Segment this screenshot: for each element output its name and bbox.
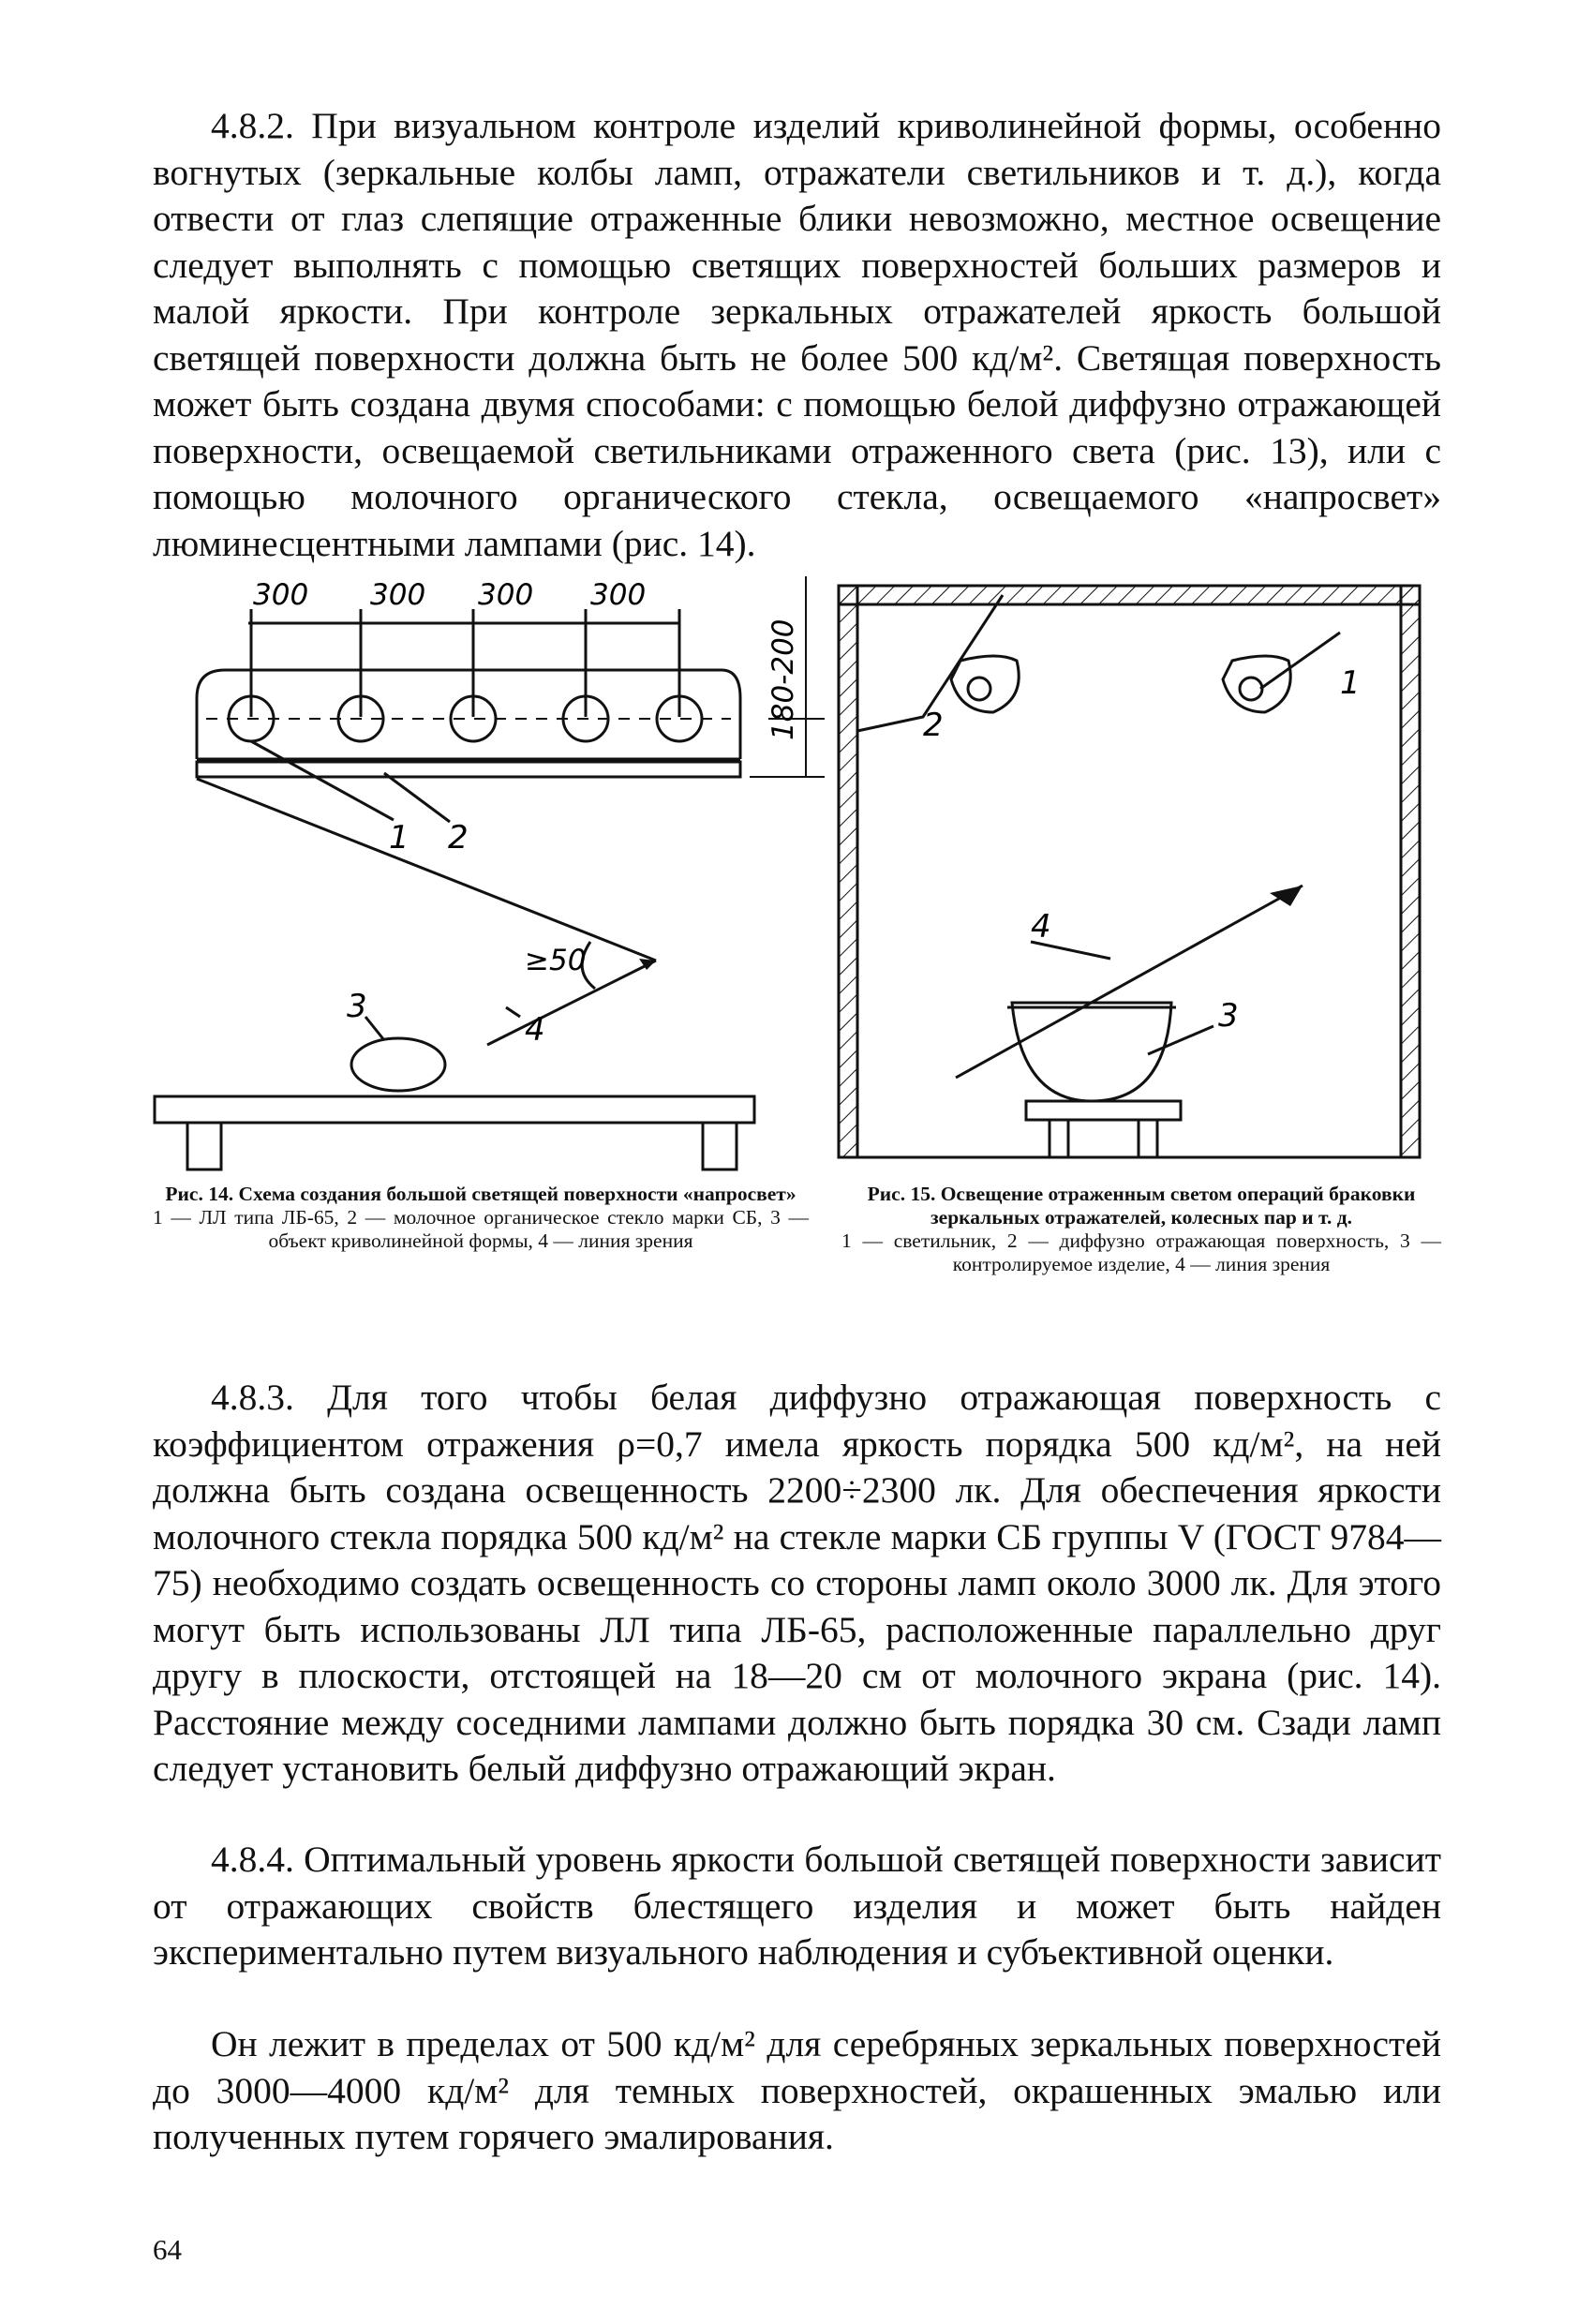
paragraph-4-8-4: 4.8.4. Оптимальный уровень яркости большой светящей поверхности зависит от отражающих свойств блестящего изделия и может быть найден экспериментально путем визуального наблюдения и субъективной оценки.	[153, 1839, 1441, 1973]
figure-14-caption-title: Рис. 14. Схема создания большой светящей поверхности «напросвет»	[165, 1183, 796, 1205]
label-3: 3	[1218, 997, 1239, 1035]
label-2: 2	[923, 707, 944, 744]
dim-label: 300	[478, 578, 534, 612]
label-4: 4	[1031, 908, 1051, 946]
milk-glass	[197, 762, 740, 777]
figure-14-caption-legend: 1 — ЛЛ типа ЛБ-65, 2 — молочное органическое стекло марки СБ, 3 — объект криволинейной формы, 4 — линия зрения	[153, 1206, 809, 1252]
figure-15-caption-title: Рис. 15. Освещение отраженным светом операций браковки зеркальных отражателей, колесных пар и т. д.	[867, 1183, 1416, 1229]
figure-14-drawing	[150, 576, 825, 1176]
figure-14-caption	[153, 1183, 809, 1253]
luminaire-body	[197, 670, 740, 759]
dim-label: 300	[370, 578, 426, 612]
figure-15	[829, 576, 1438, 1167]
table	[155, 1096, 754, 1123]
dim-label: 300	[253, 578, 309, 612]
figure-15-caption-legend: 1 — светильник, 2 — диффузно отражающая поверхность, 3 — контролируемое изделие, 4 — линия зрения	[841, 1229, 1441, 1275]
label-1: 1	[389, 819, 409, 857]
figure-15-caption	[841, 1183, 1441, 1276]
label-1: 1	[1340, 664, 1361, 702]
paragraph-4-8-2: 4.8.2. При визуальном контроле изделий криволинейной формы, особенно вогнутых (зеркальные колбы ламп, отражатели светильников и т. д.), когда отвести от глаз слепящие отраженные блики невозможно, местное освещение следует выполнять с помощью светящих поверхностей больших размеров и малой яркости. При контроле зеркальных отражателей яркость большой светящей поверхности должна быть не более 500 кд/м². Светящая поверхность может быть создана двумя способами: с помощью белой диффузно отражающей поверхности, освещаемой светильниками отраженного света (рис. 13), или с помощью молочного органического стекла, освещаемого «напросвет» люминесцентными лампами (рис. 14).	[153, 105, 1441, 564]
label-3: 3	[347, 988, 367, 1025]
paragraph-4-8-3: 4.8.3. Для того чтобы белая диффузно отражающая поверхность с коэффициентом отражения ρ=0,7 имела яркость порядка 500 кд/м², на ней должна быть создана освещенность 2200÷2300 лк. Для обеспечения яркости молочного стекла порядка 500 кд/м² на стекле марки СБ группы V (ГОСТ 9784—75) необходимо создать освещенность со стороны ламп около 3000 лк. Для этого могут быть использованы ЛЛ типа ЛБ-65, расположенные параллельно друг другу в плоскости, отстоящей на 18—20 см от молочного экрана (рис. 14). Расстояние между соседними лампами должно быть порядка 30 см. Сзади ламп следует установить белый диффузно отражающий экран.	[153, 1377, 1441, 1789]
paragraph-continuation: Он лежит в пределах от 500 кд/м² для серебряных зеркальных поверхностей до 3000—4000 кд/м² для темных поверхностей, окрашенных эмалью или полученных путем горячего эмалирования.	[153, 2023, 1441, 2157]
figure-14	[150, 576, 825, 1176]
curved-object	[351, 1038, 445, 1091]
figure-15-drawing	[829, 576, 1438, 1167]
dim-label: 300	[590, 578, 647, 612]
label-4: 4	[525, 1011, 545, 1049]
label-2: 2	[448, 819, 469, 857]
page-number: 64	[153, 2233, 182, 2266]
height-dim-label: 180-200	[767, 618, 800, 740]
angle-label: ≥50	[525, 944, 587, 977]
